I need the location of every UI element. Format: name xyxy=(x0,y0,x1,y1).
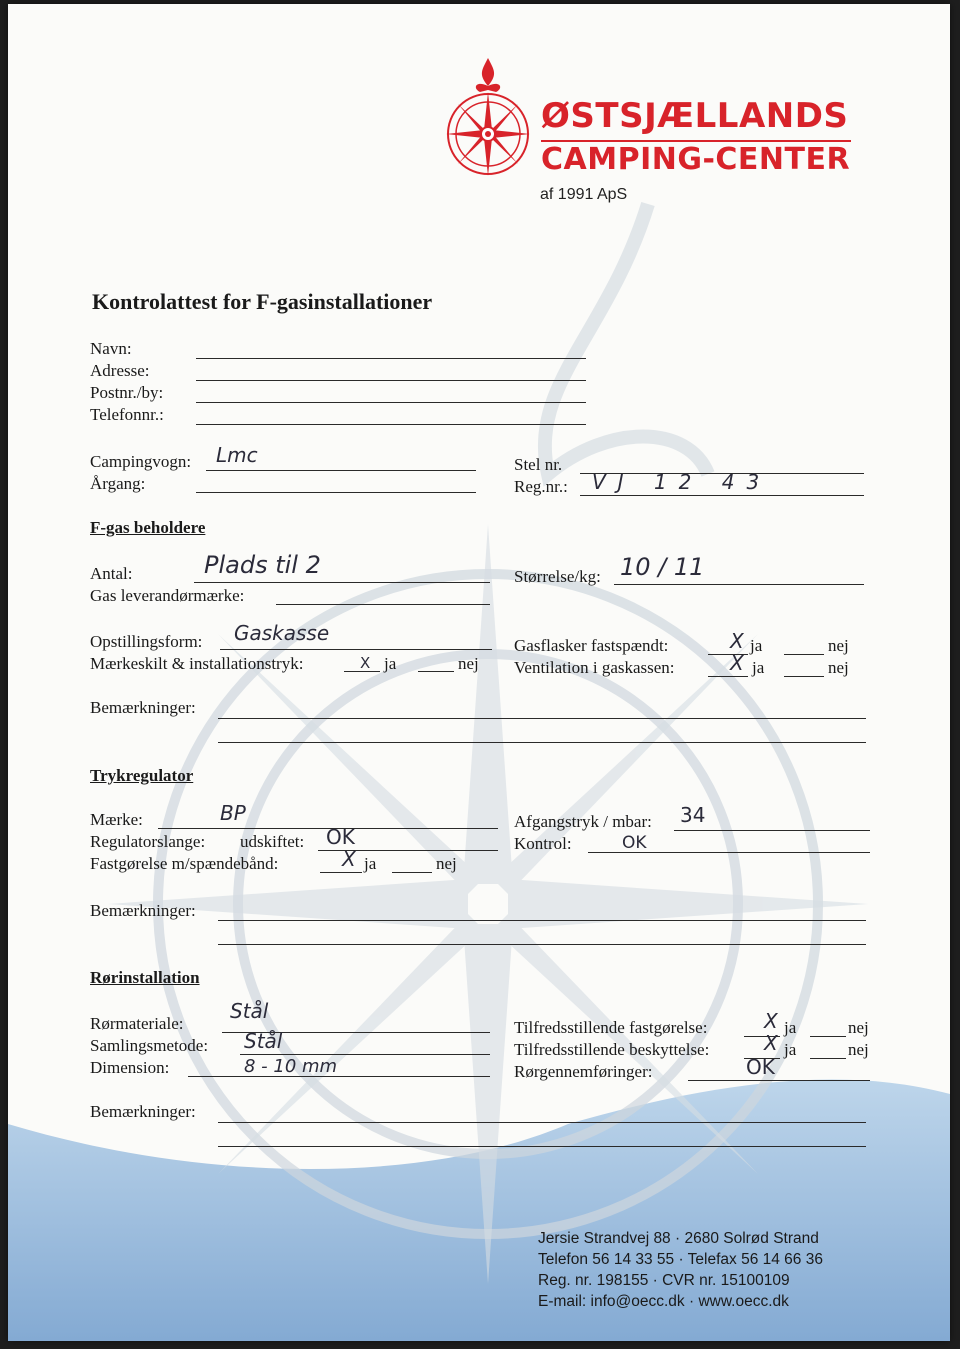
postnr-label: Postnr./by: xyxy=(90,383,164,402)
storrelse-label: Størrelse/kg: xyxy=(514,567,601,586)
fastgorelse-ja-label: ja xyxy=(364,854,377,873)
ventilation-ja-label: ja xyxy=(752,658,765,677)
gennemforinger-label: Rørgennemføringer: xyxy=(514,1062,653,1081)
ror-bemaerk-field-1[interactable] xyxy=(218,1122,866,1123)
ror-fastgorelse-ja-label: ja xyxy=(784,1018,797,1037)
rormateriale-value: Stål xyxy=(230,999,269,1023)
compass-rose-logo-icon xyxy=(438,56,538,186)
dimension-value: 8 - 10 mm xyxy=(244,1056,338,1077)
samlingsmetode-field[interactable] xyxy=(240,1054,490,1055)
footer-phone: Telefon 56 14 33 55 · Telefax 56 14 66 36 xyxy=(538,1251,823,1268)
kontrol-label: Kontrol: xyxy=(514,834,572,853)
beskyttelse-label: Tilfredsstillende beskyttelse: xyxy=(514,1040,710,1059)
aargang-label: Årgang: xyxy=(90,474,146,493)
ventilation-label: Ventilation i gaskassen: xyxy=(514,658,675,677)
ventilation-nej-blank[interactable] xyxy=(784,676,824,677)
afgangstryk-label: Afgangstryk / mbar: xyxy=(514,812,652,831)
ror-bemaerk-label: Bemærkninger: xyxy=(90,1102,196,1121)
adresse-field[interactable] xyxy=(196,380,586,381)
fastspaendt-label: Gasflasker fastspændt: xyxy=(514,636,669,655)
campingvogn-value: Lmc xyxy=(216,443,258,467)
antal-value: Plads til 2 xyxy=(204,551,321,579)
dimension-label: Dimension: xyxy=(90,1058,170,1077)
kontrol-value: OK xyxy=(622,833,647,853)
adresse-label: Adresse: xyxy=(90,361,150,380)
footer-email[interactable]: E-mail: info@oecc.dk · www.oecc.dk xyxy=(538,1293,789,1310)
leverandor-field[interactable] xyxy=(276,604,490,605)
fastspaendt-nej-blank[interactable] xyxy=(784,654,824,655)
fgas-bemaerk-label: Bemærkninger: xyxy=(90,698,196,717)
telefon-field[interactable] xyxy=(196,424,586,425)
dimension-field[interactable] xyxy=(188,1076,490,1077)
maerkeskilt-checkmark-icon[interactable]: X xyxy=(360,654,371,672)
ror-fastgorelse-label: Tilfredsstillende fastgørelse: xyxy=(514,1018,708,1037)
gennemforinger-field[interactable] xyxy=(688,1080,870,1081)
beskyttelse-ja-label: ja xyxy=(784,1040,797,1059)
fastgorelse-spaendebaand-checkmark-icon[interactable]: X xyxy=(342,847,356,871)
postnr-field[interactable] xyxy=(196,402,586,403)
maerkeskilt-nej-label: nej xyxy=(458,654,479,673)
maerkeskilt-nej-blank[interactable] xyxy=(418,671,454,672)
form-title: Kontrolattest for F-gasinstallationer xyxy=(92,289,433,314)
maerkeskilt-label: Mærkeskilt & installationstryk: xyxy=(90,654,304,673)
fastspaendt-nej-label: nej xyxy=(828,636,849,655)
company-subtitle: af 1991 ApS xyxy=(540,186,628,203)
antal-field[interactable] xyxy=(194,582,490,583)
regnr-value: VJ 12 43 xyxy=(592,470,772,494)
fgas-heading: F-gas beholdere xyxy=(90,518,206,537)
storrelse-value: 10 / 11 xyxy=(620,553,705,581)
regulator-heading: Trykregulator xyxy=(90,766,194,785)
regnr-label: Reg.nr.: xyxy=(514,477,568,496)
beskyttelse-checkmark-icon[interactable]: X xyxy=(764,1031,778,1055)
fastspaendt-ja-label: ja xyxy=(750,636,763,655)
ventilation-ja-blank[interactable] xyxy=(708,676,748,677)
maerkeskilt-ja-label: ja xyxy=(384,654,397,673)
samlingsmetode-label: Samlingsmetode: xyxy=(90,1036,209,1055)
afgangstryk-field[interactable] xyxy=(674,830,870,831)
beskyttelse-nej-blank[interactable] xyxy=(810,1058,846,1059)
maerkeskilt-ja-blank[interactable] xyxy=(344,671,380,672)
slange-label: Regulatorslange: xyxy=(90,832,206,851)
telefon-label: Telefonnr.: xyxy=(90,405,164,424)
fgas-bemaerk-field-1[interactable] xyxy=(218,718,866,719)
fastgorelse-nej-blank[interactable] xyxy=(392,872,432,873)
campingvogn-label: Campingvogn: xyxy=(90,452,192,471)
footer-address: Jersie Strandvej 88 · 2680 Solrød Strand xyxy=(538,1230,819,1247)
navn-field[interactable] xyxy=(196,358,586,359)
regulator-maerke-label: Mærke: xyxy=(90,810,143,829)
udskiftet-value: OK xyxy=(326,825,355,849)
fastspaendt-checkmark-icon[interactable]: X xyxy=(730,629,744,653)
opstilling-label: Opstillingsform: xyxy=(90,632,203,651)
ror-heading: Rørinstallation xyxy=(90,968,200,987)
form-sheet xyxy=(8,4,950,1341)
fgas-bemaerk-field-2[interactable] xyxy=(218,742,866,743)
ror-fastgorelse-nej-blank[interactable] xyxy=(810,1036,846,1037)
beskyttelse-nej-label: nej xyxy=(848,1040,869,1059)
gennemforinger-value: OK xyxy=(746,1055,775,1079)
rormateriale-label: Rørmateriale: xyxy=(90,1014,184,1033)
samlingsmetode-value: Stål xyxy=(244,1029,283,1053)
afgangstryk-value: 34 xyxy=(680,803,706,827)
regulator-maerke-value: BP xyxy=(220,801,246,825)
ror-fastgorelse-nej-label: nej xyxy=(848,1018,869,1037)
regulator-bemaerk-field-2[interactable] xyxy=(218,944,866,945)
ventilation-nej-label: nej xyxy=(828,658,849,677)
regnr-field[interactable] xyxy=(580,495,864,496)
storrelse-field[interactable] xyxy=(614,584,864,585)
opstilling-field[interactable] xyxy=(220,649,492,650)
ror-bemaerk-field-2[interactable] xyxy=(218,1146,866,1147)
antal-label: Antal: xyxy=(90,564,133,583)
fastgorelse-spaendebaand-label: Fastgørelse m/spændebånd: xyxy=(90,854,279,873)
navn-label: Navn: xyxy=(90,339,132,358)
campingvogn-field[interactable] xyxy=(206,470,476,471)
leverandor-label: Gas leverandørmærke: xyxy=(90,586,245,605)
regulator-bemaerk-label: Bemærkninger: xyxy=(90,901,196,920)
fastgorelse-nej-label: nej xyxy=(436,854,457,873)
stelnr-label: Stel nr. xyxy=(514,455,563,474)
ventilation-checkmark-icon[interactable]: X xyxy=(730,651,744,675)
ror-fastgorelse-checkmark-icon[interactable]: X xyxy=(764,1009,778,1033)
opstilling-value: Gaskasse xyxy=(234,621,330,645)
aargang-field[interactable] xyxy=(196,492,476,493)
footer-reg: Reg. nr. 198155 · CVR nr. 15100109 xyxy=(538,1272,790,1289)
kontrol-field[interactable] xyxy=(588,852,870,853)
regulator-bemaerk-field-1[interactable] xyxy=(218,920,866,921)
company-name-line2: CAMPING-CENTER xyxy=(541,142,851,177)
udskiftet-label: udskiftet: xyxy=(240,832,305,851)
company-name-line1: ØSTSJÆLLANDS xyxy=(541,96,849,136)
fastgorelse-ja-blank[interactable] xyxy=(320,872,362,873)
